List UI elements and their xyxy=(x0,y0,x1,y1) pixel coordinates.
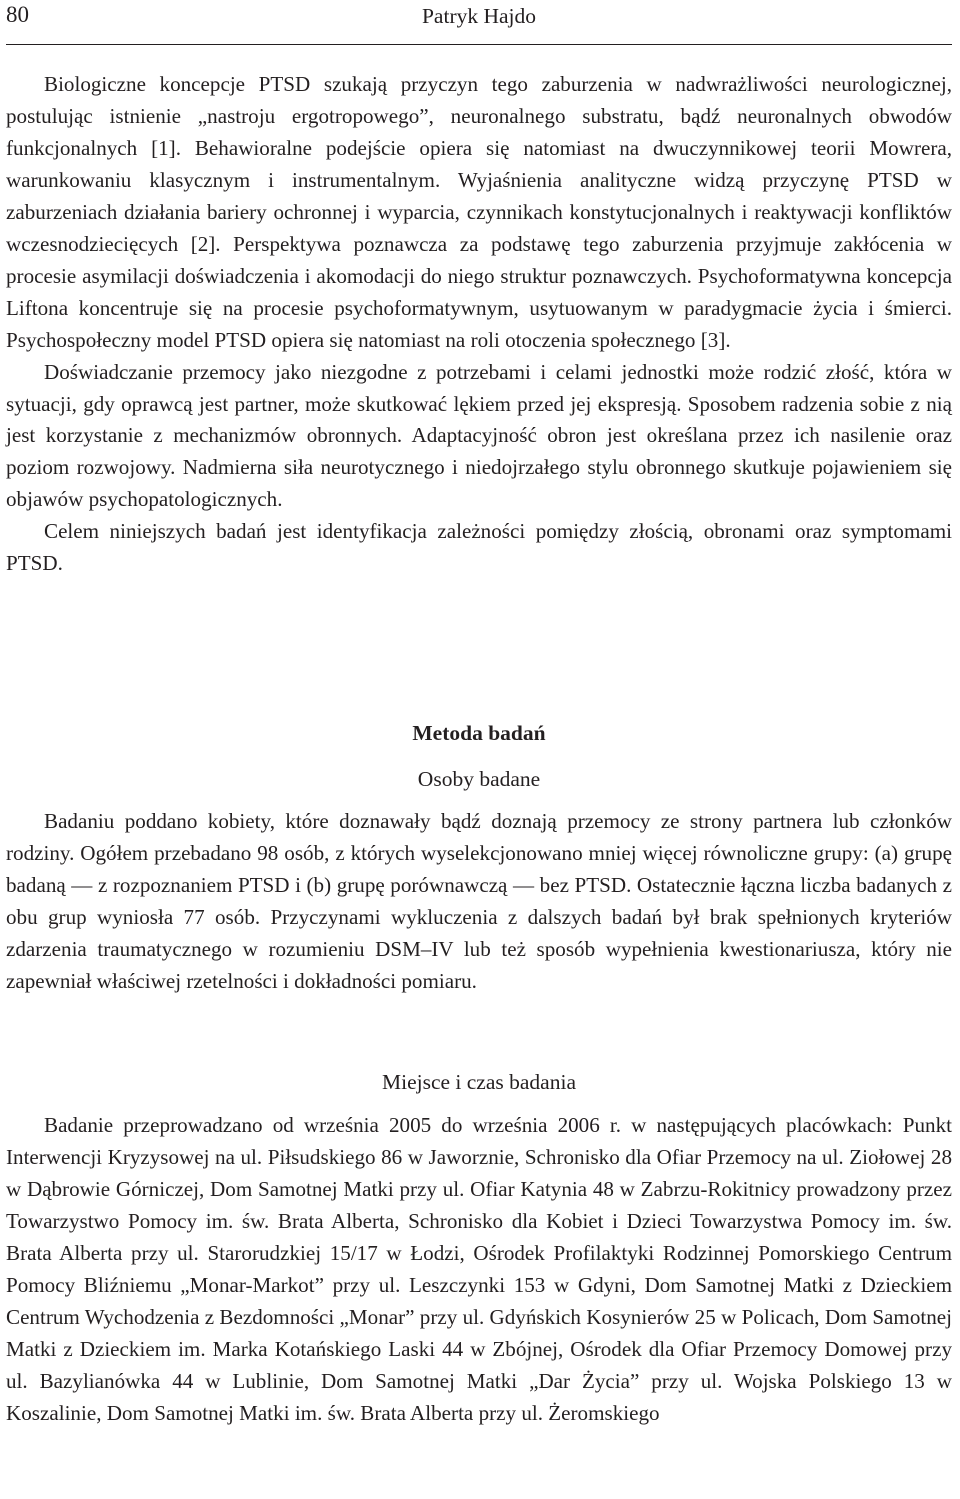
participants-paragraph: Badaniu poddano kobiety, które doznawały bądź doznają przemocy ze strony partnera lub członków rodziny. Ogółem przebadano 98 osób, z których wyselekcjonowano mniej więcej równoliczne grupy: (a) grupę badaną — z rozpoznaniem PTSD i (b) grupę porównawczą — bez PTSD. Ostatecznie łączna liczba badanych z obu grup wyniosła 77 osób. Przyczynami wykluczenia z dalszych badań był brak spełnionych kryteriów zdarzenia traumatycznego w rozumieniu DSM–IV lub też sposób wypełnienia kwestionariusza, który nie zapewniał właściwej rzetelności i dokładności pomiaru. xyxy=(6,809,952,993)
running-title: Patryk Hajdo xyxy=(421,4,537,28)
place-time-section xyxy=(6,1110,952,1430)
place-time-paragraph: Badanie przeprowadzano od września 2005 do września 2006 r. w następujących placówkach: Punkt Interwencji Kryzysowej na ul. Piłsudskiego 86 w Jaworznie, Schronisko dla Ofiar Przemocy na ul. Ziołowej 28 w Dąbrowie Górniczej, Dom Samotnej Matki przy ul. Ofiar Katynia 48 w Zabrzu-Rokitnicy prowadzony przez Towarzystwo Pomocy im. św. Brata Alberta, Schronisko dla Kobiet i Dzieci Towarzystwa Pomocy im. św. Brata Alberta przy ul. Starorudzkiej 15/17 w Łodzi, Ośrodek Profilaktyki Rodzinnej Pomorskiego Centrum Pomocy Bliźniemu „Monar-Markot” przy ul. Leszczynki 153 w Gdyni, Dom Samotnej Matki z Dzieckiem Centrum Wychodzenia z Bezdomności „Monar” przy ul. Gdyńskich Kosynierów 25 w Policach, Dom Samotnej Matki z Dzieckiem im. Marka Kotańskiego Laski 44 w Zbójnej, Ośrodek dla Ofiar Przemocy Domowej przy ul. Bazylianówka 44 w Lublinie, Dom Samotnej Matki „Dar Życia” przy ul. Wojska Polskiego 13 w Koszalinie, Dom Samotnej Matki im. św. Brata Alberta przy ul. Żeromskiego xyxy=(6,1113,952,1425)
subheading-place-time: Miejsce i czas badania xyxy=(381,1070,576,1094)
introduction-section xyxy=(6,69,952,580)
intro-paragraph-theories: Biologiczne koncepcje PTSD szukają przyczyn tego zaburzenia w nadwrażliwości neurologicznej, postulując istnienie „nastroju ergotropowego”, neuronalnego substratu, bądź neuronalnych obwodów funkcjonalnych [1]. Behawioralne podejście opiera się natomiast na dwuczynnikowej teorii Mowrera, warunkowaniu klasycznym i instrumentalnym. Wyjaśnienia analityczne widzą przyczynę PTSD w zaburzeniach działania bariery ochronnej i wyparcia, czynnikach konstytucjonalnych i reaktywacji konfliktów wczesnodziecięcych [2]. Perspektywa poznawcza za podstawę tego zaburzenia przyjmuje zakłócenia w procesie asymilacji doświadczenia i akomodacji do niego struktur poznawczych. Psychoformatywna koncepcja Liftona koncentruje się na procesie psychoformatywnym, usytuowanym w paradygmacie życia i śmierci. Psychospołeczny model PTSD opiera się natomiast na roli otoczenia społecznego [3]. xyxy=(6,72,952,352)
intro-paragraph-defenses: Doświadczanie przemocy jako niezgodne z potrzebami i celami jednostki może rodzić złość, która w sytuacji, gdy oprawcą jest partner, może skutkować lękiem przed jej ekspresją. Sposobem radzenia sobie z nią jest korzystanie z mechanizmów obronnych. Adaptacyjność obron jest określana przez ich nasilenie oraz poziom rozwojowy. Nadmierna siła neurotycznego i niedojrzałego stylu obronnego skutkuje pojawieniem się objawów psychopatologicznych. xyxy=(6,359,952,512)
page-number: 80 xyxy=(6,2,29,27)
subheading-participants: Osoby badane xyxy=(417,767,541,791)
section-heading-method: Metoda badań xyxy=(412,721,546,745)
participants-section xyxy=(6,806,952,998)
intro-paragraph-aim: Celem niniejszych badań jest identyfikacja zależności pomiędzy złością, obronami oraz symptomami PTSD. xyxy=(6,519,952,576)
running-header xyxy=(6,0,952,45)
